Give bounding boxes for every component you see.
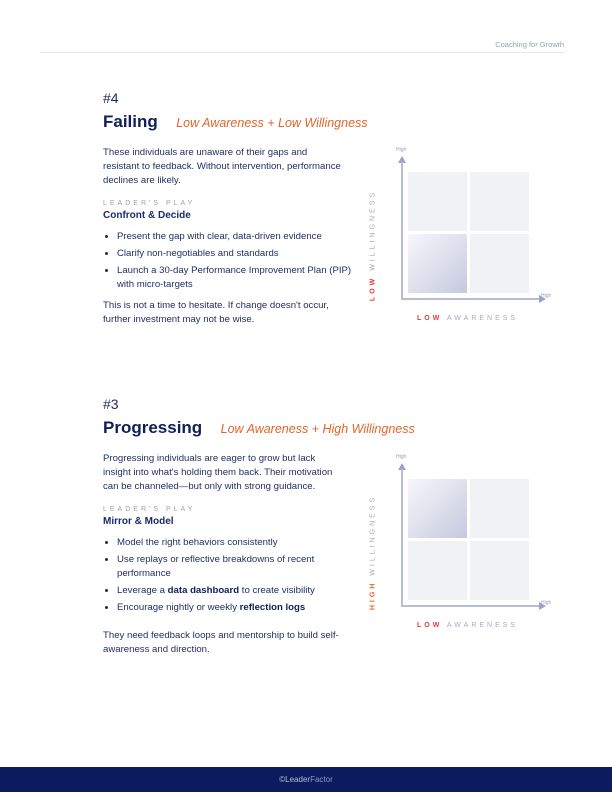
text: Leverage a [117, 585, 168, 596]
y-axis-label: WILLINGNESS [369, 189, 377, 271]
bullet-list [103, 230, 357, 292]
footer-brand-light: Factor [310, 775, 333, 784]
text: Encourage nightly or weekly [117, 602, 240, 613]
section-description: These individuals are unaware of their gaps and resistant to feedback. Without intervention, performance declines are likely. [103, 147, 341, 186]
y-axis-title [363, 494, 383, 611]
x-axis-title [417, 315, 518, 322]
quadrant-bottom-right [470, 234, 529, 293]
footer-brand-bold: ©Leader [279, 775, 311, 784]
bullet-list [103, 536, 357, 615]
list-item: • Model the right behaviors consistently [117, 536, 357, 550]
section-title: Progressing [103, 418, 203, 437]
list-item: • Clarify non-negotiables and standards [117, 247, 357, 261]
play-label: LEADER'S PLAY [103, 506, 196, 513]
y-axis [401, 469, 403, 606]
x-axis-level: LOW [417, 622, 443, 629]
footer-brand [279, 775, 332, 784]
play-name: Mirror & Model [103, 516, 174, 527]
quadrant-top-left-highlighted [408, 479, 467, 538]
y-axis-level: LOW [369, 275, 377, 302]
x-axis [401, 605, 541, 607]
header-divider [40, 52, 564, 53]
list-item: • Use replays or reflective breakdowns of recent performance [117, 553, 357, 581]
section-title: Failing [103, 112, 158, 131]
quadrant-bottom-right [470, 541, 529, 600]
y-axis-level: HIGH [369, 580, 377, 611]
y-axis-label: WILLINGNESS [369, 494, 377, 576]
y-axis [401, 162, 403, 299]
quadrant-top-right [470, 172, 529, 231]
y-axis-high-label: High [396, 147, 407, 153]
text: to create visibility [239, 585, 315, 596]
section-subtitle: Low Awareness + Low Willingness [176, 116, 368, 130]
section-description: Progressing individuals are eager to grow but lack insight into what's holding them back. Their motivation can be channeled—but only with strong guidance. [103, 453, 333, 492]
section-number: #3 [103, 396, 119, 412]
y-axis-high-label: High [396, 454, 407, 460]
x-axis-title [417, 622, 518, 629]
list-item: • Present the gap with clear, data-driven evidence [117, 230, 357, 244]
play-name: Confront & Decide [103, 210, 191, 221]
x-axis [401, 298, 541, 300]
play-label: LEADER'S PLAY [103, 200, 196, 207]
bold-text: reflection logs [239, 602, 306, 613]
x-axis-label: AWARENESS [446, 622, 519, 629]
title-row [103, 418, 573, 438]
quadrant-chart-failing [369, 147, 552, 332]
quadrant-top-left [408, 172, 467, 231]
section-closing: This is not a time to hesitate. If change doesn't occur, further investment may not be wise. [103, 300, 329, 325]
footer-bar [0, 767, 612, 792]
list-item [117, 584, 357, 598]
list-item: • Launch a 30-day Performance Improvement Plan (PIP) with micro-targets [117, 264, 357, 292]
x-axis-high-label: High [541, 600, 552, 606]
quadrant-bottom-left [408, 541, 467, 600]
x-axis-label: AWARENESS [446, 315, 519, 322]
title-row [103, 112, 573, 132]
section-subtitle: Low Awareness + High Willingness [220, 422, 415, 436]
section-closing: They need feedback loops and mentorship to build self-awareness and direction. [103, 630, 339, 655]
header-title: Coaching for Growth [495, 40, 564, 49]
bold-text: data dashboard [167, 585, 240, 596]
section-number: #4 [103, 90, 119, 106]
y-axis-title [363, 189, 383, 302]
list-item [117, 601, 357, 615]
x-axis-level: LOW [417, 315, 443, 322]
x-axis-high-label: High [541, 293, 552, 299]
quadrant-top-right [470, 479, 529, 538]
quadrant-chart-progressing [369, 454, 552, 639]
quadrant-bottom-left-highlighted [408, 234, 467, 293]
